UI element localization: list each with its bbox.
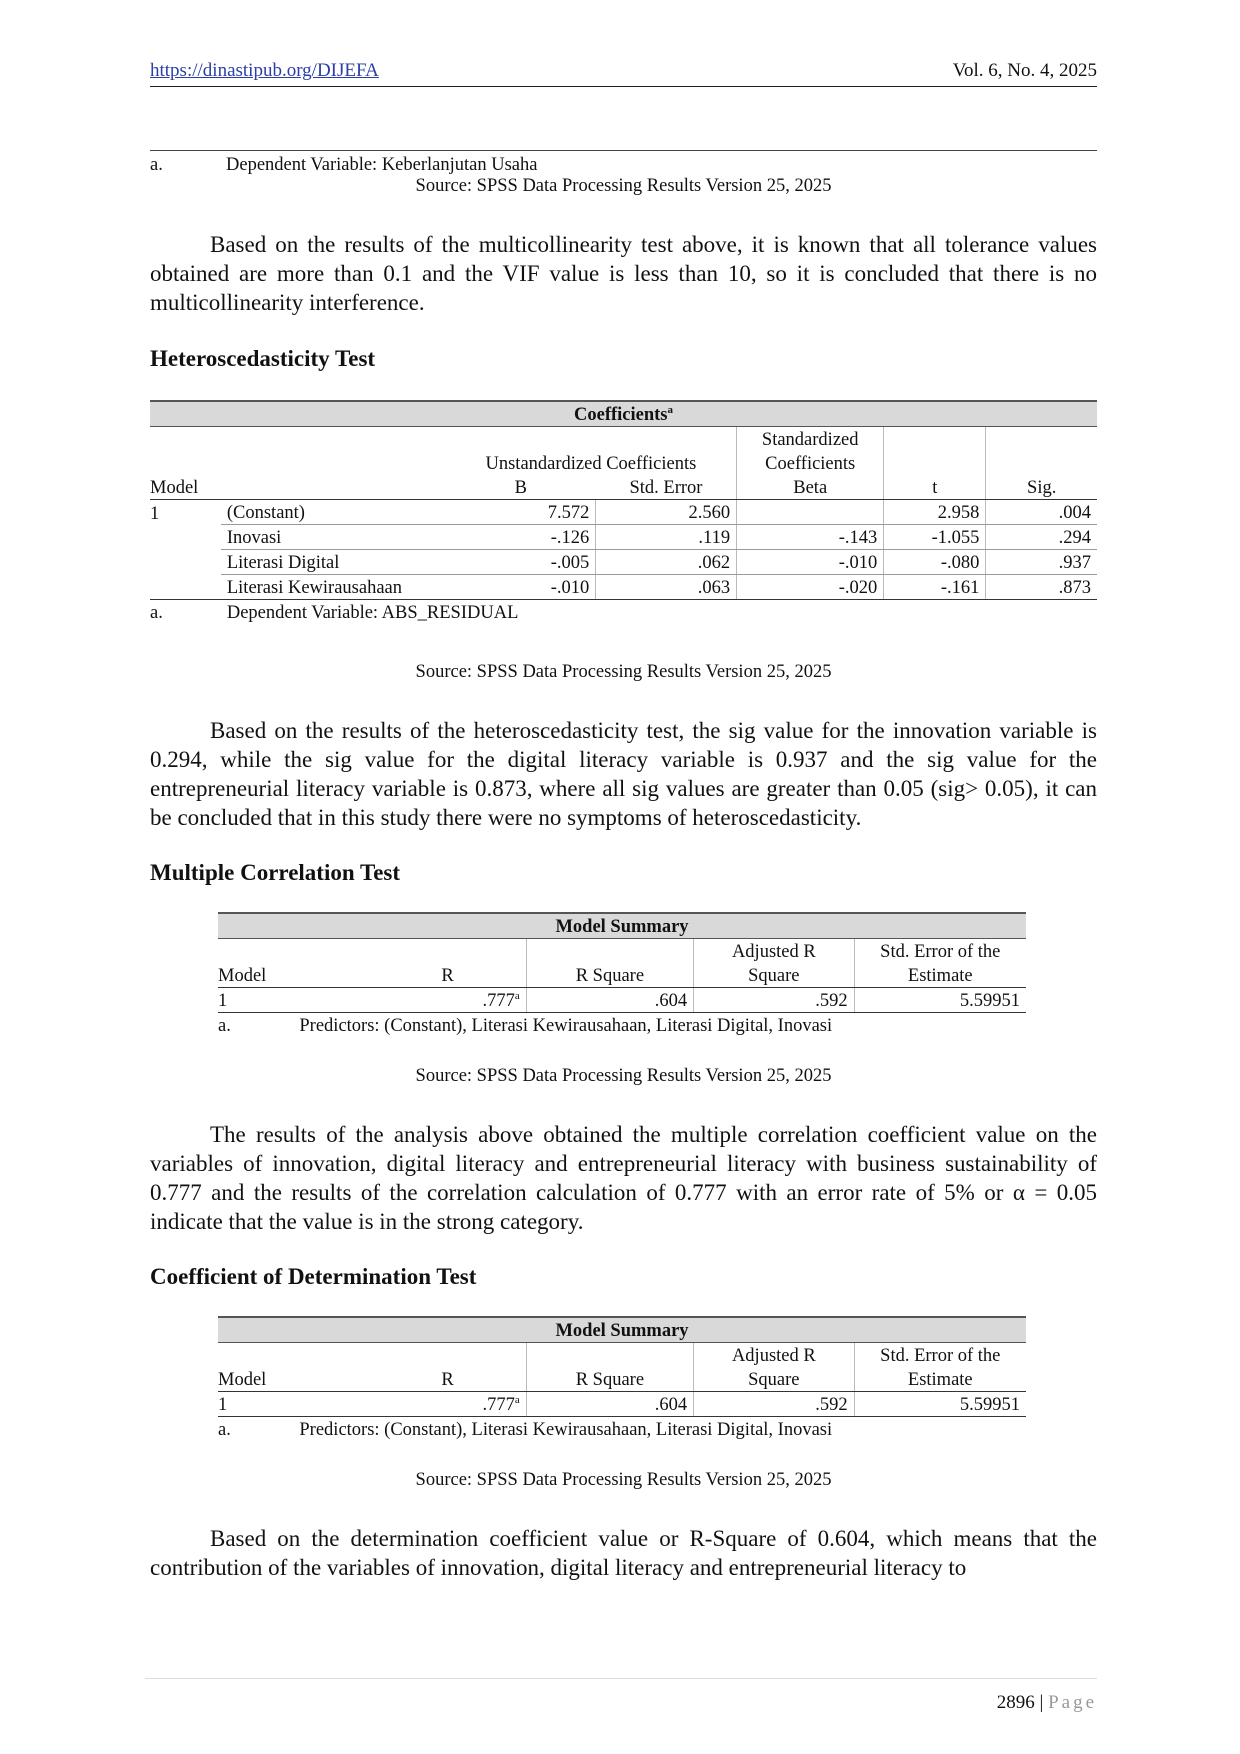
header-r-square: R Square bbox=[526, 963, 693, 988]
section-heading: Coefficient of Determination Test bbox=[150, 1264, 477, 1289]
header-model: Model bbox=[218, 1367, 369, 1392]
table-source: Source: SPSS Data Processing Results Version 25, 2025 bbox=[415, 1066, 832, 1086]
header-model: Model bbox=[150, 475, 446, 500]
section-heading: Heteroscedasticity Test bbox=[150, 346, 376, 371]
footnote-text: Predictors: (Constant), Literasi Kewirausahaan, Literasi Digital, Inovasi bbox=[299, 1016, 833, 1036]
table-title: Model Summary bbox=[218, 1317, 1026, 1343]
header-estimate: Estimate bbox=[854, 1367, 1026, 1392]
header-r: R bbox=[369, 963, 526, 988]
paragraph: Based on the determination coefficient value or R-Square of 0.604, which means that the contribution of the variables of innovation, digital literacy and entrepreneurial literacy to bbox=[150, 1526, 1097, 1580]
journal-link[interactable]: https://dinastipub.org/DIJEFA bbox=[150, 60, 379, 81]
table-title: Model Summary bbox=[218, 913, 1026, 939]
header-adjusted: Adjusted R bbox=[694, 939, 854, 964]
header-std-error: Std. Error bbox=[596, 475, 737, 500]
model-summary-table bbox=[218, 912, 1026, 1037]
footnote-text: Dependent Variable: ABS_RESIDUAL bbox=[226, 603, 519, 623]
header-coefficients: Coefficients bbox=[737, 451, 884, 475]
coefficients-table bbox=[150, 400, 1097, 624]
volume-info: Vol. 6, No. 4, 2025 bbox=[952, 60, 1097, 81]
model-summary-table bbox=[218, 1316, 1026, 1441]
section-heading: Multiple Correlation Test bbox=[150, 860, 401, 885]
table-row: Inovasi -.126 .119 -.143 -1.055 .294 bbox=[150, 525, 1097, 550]
table-row: 1 .777$^a$ .604 .592 5.59951 bbox=[218, 1392, 1026, 1417]
paragraph: Based on the results of the multicollinearity test above, it is known that all tolerance values obtained are more than 0.1 and the VIF value is less than 10, so it is concluded that there is no multicollinearity interference. bbox=[150, 232, 1097, 315]
header-unstandardized: Unstandardized Coefficients bbox=[446, 451, 737, 475]
header-r: R bbox=[369, 1367, 526, 1392]
header-std-error: Std. Error of the bbox=[880, 1346, 1001, 1366]
page-number: 2896 | Page bbox=[996, 1692, 1097, 1713]
table-row: Literasi Digital -.005 .062 -.010 -.080 .937 bbox=[150, 550, 1097, 575]
footnote-label: a. bbox=[150, 603, 163, 623]
page-header bbox=[150, 58, 1097, 87]
footnote-label: a. bbox=[218, 1016, 231, 1036]
header-b: B bbox=[446, 475, 596, 500]
header-t: t bbox=[884, 475, 986, 500]
footnote-text: Dependent Variable: Keberlanjutan Usaha bbox=[226, 155, 538, 175]
header-adjusted-square: Square bbox=[694, 963, 854, 988]
footnote-text: Predictors: (Constant), Literasi Kewirausahaan, Literasi Digital, Inovasi bbox=[299, 1420, 833, 1440]
table-source: Source: SPSS Data Processing Results Version 25, 2025 bbox=[415, 662, 832, 682]
table-row: 1 .777$^a$ .604 .592 5.59951 bbox=[218, 988, 1026, 1013]
table-source: Source: SPSS Data Processing Results Version 25, 2025 bbox=[415, 176, 832, 196]
header-adjusted: Adjusted R bbox=[694, 1343, 854, 1368]
footnote-label: a. bbox=[218, 1420, 231, 1440]
header-standardized: Standardized bbox=[737, 427, 884, 452]
table-row: Literasi Kewirausahaan -.010 .063 -.020 -.161 .873 bbox=[150, 575, 1097, 600]
header-beta: Beta bbox=[737, 475, 884, 500]
header-model: Model bbox=[218, 963, 369, 988]
footer-divider bbox=[145, 1678, 1097, 1679]
table-row: 1 (Constant) 7.572 2.560 2.958 .004 bbox=[150, 500, 1097, 525]
footnote-label: a. bbox=[150, 155, 163, 175]
table-title: Coefficients$^a$ bbox=[150, 401, 1097, 427]
header-sig: Sig. bbox=[986, 475, 1097, 500]
header-adjusted-square: Square bbox=[694, 1367, 854, 1392]
previous-table-footnote bbox=[150, 150, 1097, 179]
header-estimate: Estimate bbox=[854, 963, 1026, 988]
paragraph: The results of the analysis above obtained the multiple correlation coefficient value on the variables of innovation, digital literacy and entrepreneurial literacy with business sustainability of 0.777 and the results of the correlation calculation of 0.777 with an error rate of 5% or α = 0.05 indicate that the value is in the strong category. bbox=[150, 1122, 1097, 1234]
paragraph: Based on the results of the heteroscedasticity test, the sig value for the innovation variable is 0.294, while the sig value for the digital literacy variable is 0.937 and the sig value for the entrepreneurial literacy variable is 0.873, where all sig values are greater than 0.05 (sig> 0.05), it can be concluded that in this study there were no symptoms of heteroscedasticity. bbox=[150, 718, 1097, 830]
header-r-square: R Square bbox=[526, 1367, 693, 1392]
table-source: Source: SPSS Data Processing Results Version 25, 2025 bbox=[415, 1470, 832, 1490]
header-std-error: Std. Error of the bbox=[880, 942, 1001, 962]
